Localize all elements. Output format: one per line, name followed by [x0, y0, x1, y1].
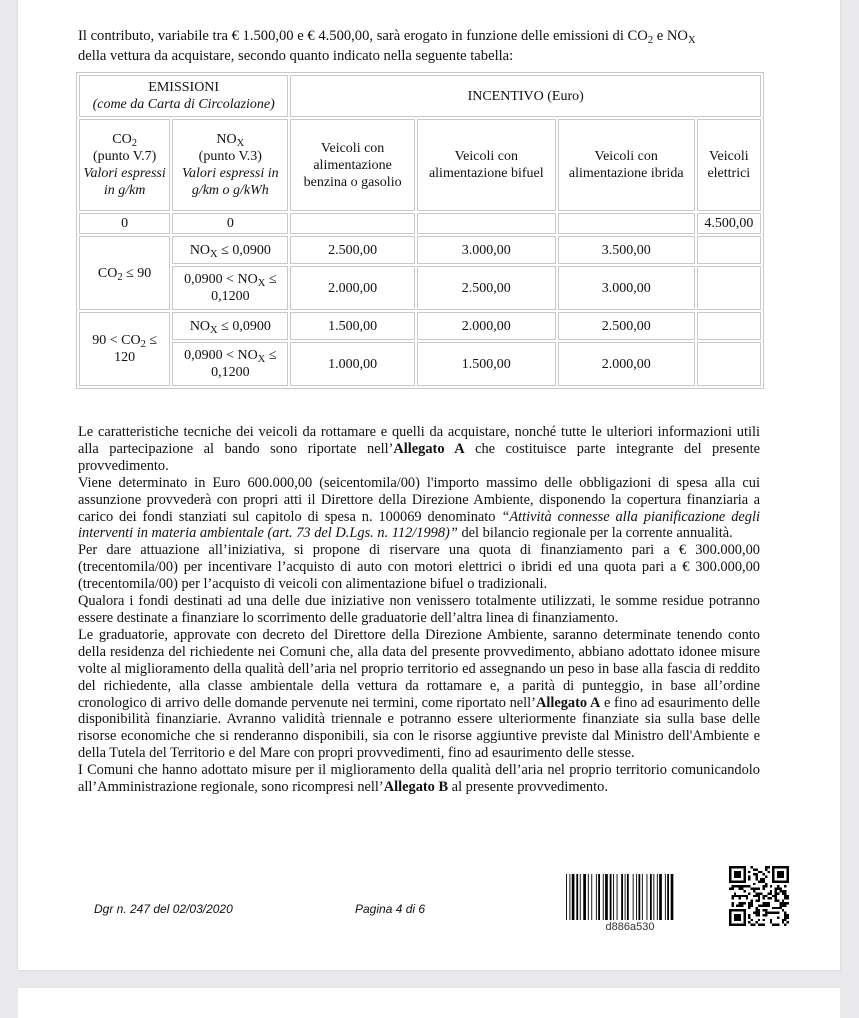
next-page — [18, 988, 840, 1018]
nox-range-cell: $0,0900 < NO_X$ ≤ 0,1200 — [172, 342, 288, 386]
table-row — [79, 213, 761, 234]
value-cell — [697, 312, 761, 340]
table-row — [79, 342, 761, 386]
value-cell: 2.000,00 — [290, 266, 414, 310]
paragraph: I Comuni che hanno adottato misure per il miglioramento della qualità dell’aria nel proprio territorio comunicandolo all’Amministrazione regionale, sono ricompresi nell’Allegato B al presente provvedimento. — [78, 762, 760, 796]
paragraph: Le graduatorie, approvate con decreto del Direttore della Direzione Ambiente, saranno determinate tenendo conto della residenza del richiedente nei Comuni che, alla data del presente provvedimento, abbiano adottato idonee misure volte al miglioramento della qualità dell’aria nel proprio territorio ed assegnando un peso in base alla fascia di reddito del richiedente, alla classe ambientale della vettura da rottamare e, a parità di punteggio, in base all’ordine cronologico di arrivo delle domande pervenute nei termini, come riportato nell’Allegato A e fino ad esaurimento delle disponibilità finanziarie. Avranno validità triennale e potranno essere ulteriormente finanziate sia sulla base delle risorse economiche che si renderanno disponibili, sia con le risorse aggiuntive previste dal Ministro dell'Ambiente e della Tutela del Territorio e del Mare con propri provvedimenti, fino ad esaurimento delle stesse. — [78, 626, 760, 762]
qr-code-icon — [729, 866, 789, 926]
value-cell: 2.500,00 — [558, 312, 695, 340]
barcode-code: d886a530 — [605, 921, 655, 933]
nox-range-cell: $0,0900 < NO_X$ ≤ 0,1200 — [172, 266, 288, 310]
paragraph: Per dare attuazione all’iniziativa, si propone di riservare una quota di finanziamento pari a € 300.000,00 (trecentomila/00) per incentivare l’acquisto di auto con motori elettrici o ibridi ed una quota pari a € 300.000,00 (trecentomila/00) per l’acquisto di veicoli con alimentazione bifuel o tradizionali. — [78, 542, 760, 593]
table-row — [79, 312, 761, 340]
co2-cell: 0 — [79, 213, 170, 234]
value-cell: 2.000,00 — [417, 312, 556, 340]
value-cell — [697, 342, 761, 386]
vehicle-type-ibrida: Veicoli con alimentazione ibrida — [558, 119, 695, 211]
value-cell — [290, 213, 414, 234]
paragraph: Le caratteristiche tecniche dei veicoli da rottamare e quelli da acquistare, nonché tutte le ulteriori informazioni utili alla partecipazione al bando sono riportate nell’Allegato A che costituisce parte integrante del presente provvedimento. — [78, 424, 760, 474]
nox-range-cell: $NO_X \le 0,0900$ — [172, 236, 288, 264]
nox-column-header: $NO_X$ (punto V.3) Valori espressi in g/km o g/kWh — [172, 119, 288, 211]
nox-range-cell: $NO_X \le 0,0900$ — [172, 312, 288, 340]
value-cell — [697, 236, 761, 264]
value-cell: 2.500,00 — [417, 266, 556, 310]
value-cell: 3.000,00 — [558, 266, 695, 310]
vehicle-type-bifuel: Veicoli con alimentazione bifuel — [417, 119, 556, 211]
footer-page-number: Pagina 4 di 6 — [355, 902, 426, 916]
vehicle-type-benzina: Veicoli con alimentazione benzina o gasolio — [290, 119, 414, 211]
co2-range-cell: $CO_2 \le 90$ — [79, 236, 170, 310]
table-row — [79, 266, 761, 310]
value-cell: 3.000,00 — [417, 236, 556, 264]
value-cell: 1.000,00 — [290, 342, 414, 386]
co2-column-header: $CO_2$ (punto V.7) Valori espressi in g/km — [79, 119, 170, 211]
value-cell: 1.500,00 — [417, 342, 556, 386]
value-cell — [558, 213, 695, 234]
value-cell — [697, 266, 761, 310]
co2-range-cell: $90 < CO_2$ ≤ 120 — [79, 312, 170, 386]
value-cell: 1.500,00 — [290, 312, 414, 340]
table-row — [79, 236, 761, 264]
barcode-icon — [566, 874, 694, 922]
value-cell: 4.500,00 — [697, 213, 761, 234]
incentive-table — [76, 72, 764, 389]
footer-dgr: Dgr n. 247 del 02/03/2020 — [94, 902, 233, 916]
value-cell: 2.500,00 — [290, 236, 414, 264]
value-cell: 2.000,00 — [558, 342, 695, 386]
incentivo-header: INCENTIVO (Euro) — [290, 75, 761, 117]
value-cell — [417, 213, 556, 234]
emissioni-header: EMISSIONI (come da Carta di Circolazione) — [79, 75, 288, 117]
nox-cell: 0 — [172, 213, 288, 234]
paragraph: Qualora i fondi destinati ad una delle due iniziative non venissero totalmente utilizzati, le somme residue potranno essere destinate a finanziare lo scorrimento delle graduatorie dell’altra linea di finanziamento. — [78, 593, 760, 626]
value-cell: 3.500,00 — [558, 236, 695, 264]
intro-paragraph: Il contributo, variabile tra € 1.500,00 e € 4.500,00, sarà erogato in funzione delle emissioni di $CO_2$ e $NO_X$ della vettura da acquistare, secondo quanto indicato nella seguente tabella: — [78, 28, 696, 64]
body-text — [78, 424, 760, 796]
vehicle-type-elettrici: Veicoli elettrici — [697, 119, 761, 211]
paragraph: Viene determinato in Euro 600.000,00 (seicentomila/00) l'importo massimo delle obbligazioni di spesa alla cui assunzione provvederà con propri atti il Direttore della Direzione Ambiente, disponendo la copertura finanziaria a carico dei fondi stanziati sul capitolo di spesa n. 100069 denominato “Attività connesse alla pianificazione degli interventi in materia ambientale (art. 73 del D.Lgs. n. 112/1998)” del bilancio regionale per la corrente annualità. — [78, 474, 760, 542]
